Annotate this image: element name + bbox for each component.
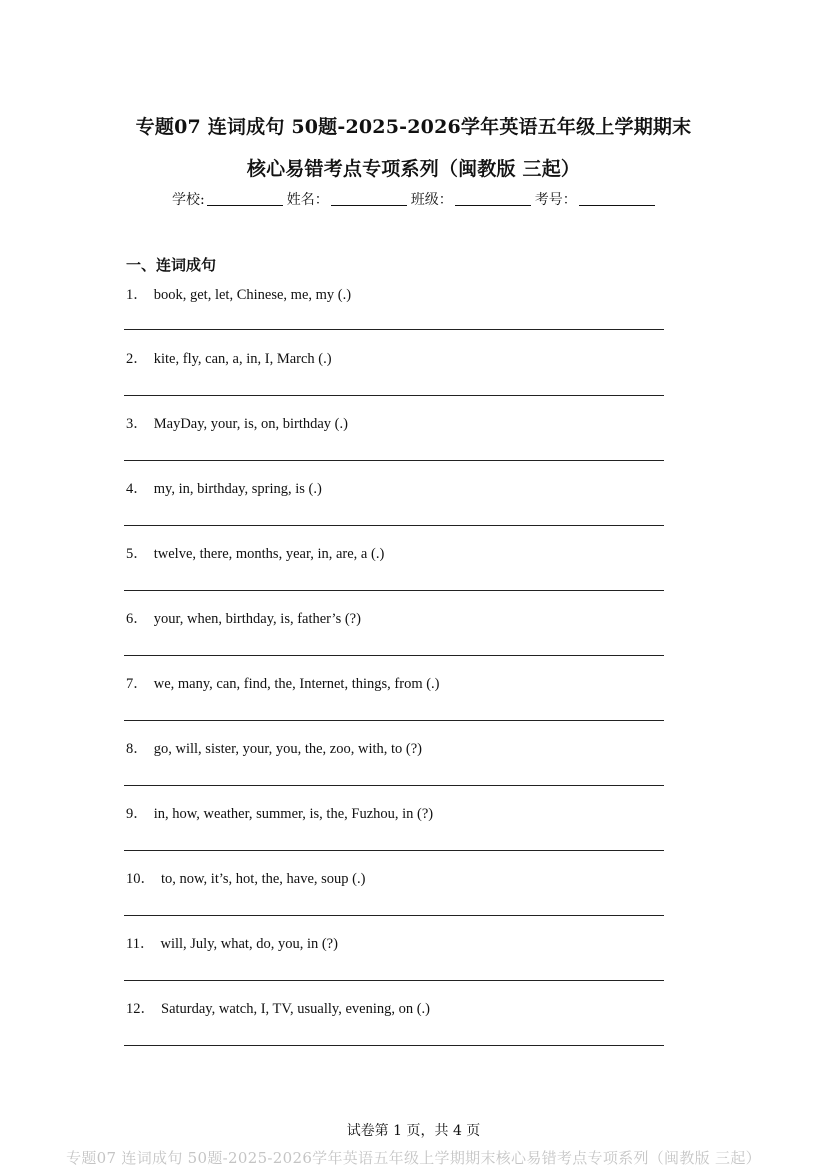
answer-line[interactable] [124, 720, 664, 721]
question-item [126, 997, 430, 1018]
watermark-text: 专题07 连词成句 50题-2025-2026学年英语五年级上学期期末核心易错考点专项系列（闽教版 三起） [66, 1149, 761, 1167]
question-words: twelve, there, months, year, in, are, a (.) [153, 546, 385, 562]
class-label: 班级： [410, 192, 453, 208]
section-heading: 一、连词成句 [126, 256, 217, 274]
question-item [126, 412, 348, 433]
answer-line[interactable] [124, 395, 664, 396]
question-words: go, will, sister, your, you, the, zoo, with, to (?) [153, 741, 423, 757]
question-item [126, 802, 433, 823]
question-words: my, in, birthday, spring, is (.) [153, 481, 322, 497]
question-item [126, 283, 351, 304]
student-info-row [172, 189, 659, 209]
question-item [126, 672, 440, 693]
question-words: Saturday, watch, I, TV, usually, evening, on (.) [161, 1001, 431, 1017]
question-number: 2． [126, 351, 148, 367]
question-number: 8． [126, 741, 148, 757]
school-label: 学校: [172, 192, 205, 208]
name-blank [331, 204, 407, 206]
question-item [126, 542, 384, 563]
answer-line[interactable] [124, 590, 664, 591]
question-item [126, 737, 422, 758]
answer-line[interactable] [124, 525, 664, 526]
question-number: 12． [126, 1001, 155, 1017]
question-number: 9． [126, 806, 148, 822]
question-number: 3． [126, 416, 148, 432]
question-number: 11． [126, 936, 155, 952]
class-blank [455, 204, 531, 206]
question-words: your, when, birthday, is, father’s (?) [153, 611, 361, 627]
answer-line[interactable] [124, 785, 664, 786]
question-number: 10． [126, 871, 155, 887]
question-item [126, 867, 365, 888]
answer-line[interactable] [124, 850, 664, 851]
school-blank [207, 204, 283, 206]
answer-line[interactable] [124, 655, 664, 656]
answer-line[interactable] [124, 980, 664, 981]
question-number: 5． [126, 546, 148, 562]
question-number: 6． [126, 611, 148, 627]
page-footer: 试卷第 1 页，共 4 页 [346, 1123, 481, 1139]
answer-line[interactable] [124, 329, 664, 330]
exam-number-label: 考号： [534, 192, 577, 208]
answer-line[interactable] [124, 1045, 664, 1046]
question-item [126, 932, 338, 953]
name-label: 姓名： [286, 192, 329, 208]
document-title-line-2: 核心易错考点专项系列（闽教版 三起） [246, 158, 581, 180]
document-title-line-1: 专题07 连词成句 50题-2025-2026学年英语五年级上学期期末 [135, 116, 692, 138]
answer-line[interactable] [124, 915, 664, 916]
question-words: MayDay, your, is, on, birthday (.) [153, 416, 348, 432]
question-words: kite, fly, can, a, in, I, March (.) [153, 351, 332, 367]
question-number: 1． [126, 287, 148, 303]
question-item [126, 347, 332, 368]
question-words: we, many, can, find, the, Internet, things, from (.) [153, 676, 440, 692]
exam-number-blank [579, 204, 655, 206]
question-number: 4． [126, 481, 148, 497]
question-item [126, 607, 361, 628]
question-number: 7． [126, 676, 148, 692]
question-words: will, July, what, do, you, in (?) [160, 936, 338, 952]
question-item [126, 477, 322, 498]
question-words: to, now, it’s, hot, the, have, soup (.) [161, 871, 366, 887]
answer-line[interactable] [124, 460, 664, 461]
question-words: book, get, let, Chinese, me, my (.) [153, 287, 352, 303]
question-words: in, how, weather, summer, is, the, Fuzhou, in (?) [153, 806, 434, 822]
